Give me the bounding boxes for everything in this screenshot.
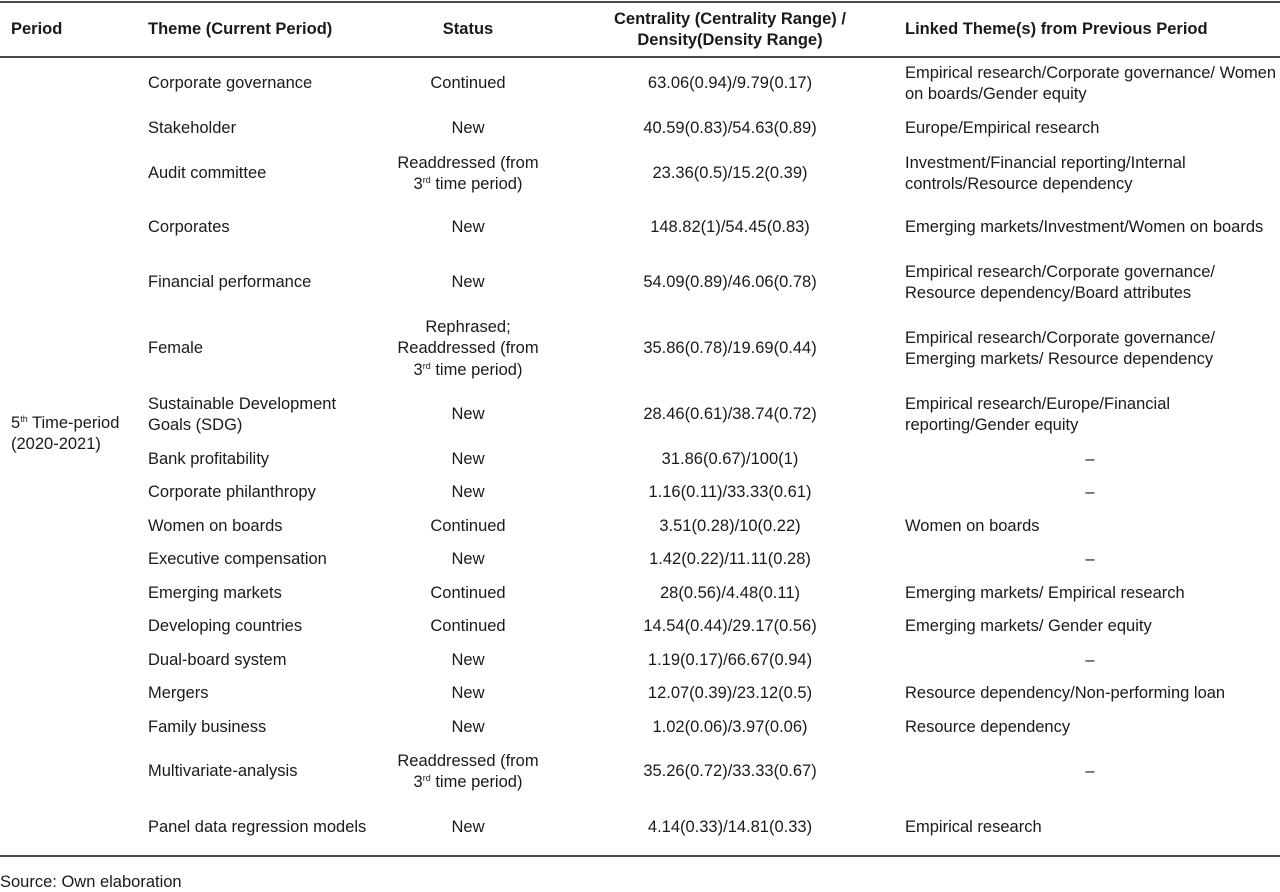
period-ordinal: 5 [11,414,21,432]
linked-themes-cell-text: Empirical research/Corporate governance/ Emerging markets/ Resource dependency [905,328,1215,368]
theme-cell-text: Corporates [148,217,230,236]
centrality-density-cell [570,476,890,510]
linked-themes-cell-text: Europe/Empirical research [905,119,1100,138]
status-cell [388,744,548,800]
centrality-density-cell-text: 23.36(0.5)/15.2(0.39) [652,164,808,183]
linked-themes-cell-text: Empirical research/Corporate governance/ Women on boards/Gender equity [905,63,1277,103]
header-theme-label: Theme (Current Period) [148,20,333,38]
centrality-density-cell [570,200,890,255]
linked-themes-cell-text: Resource dependency [905,717,1071,736]
theme-cell [148,711,378,744]
theme-cell-text: Emerging markets [148,583,282,602]
centrality-density-cell-text: 1.42(0.22)/11.11(0.28) [649,550,811,569]
table-row [0,610,1280,644]
centrality-density-cell [570,677,890,711]
theme-cell-text: Stakeholder [148,119,237,138]
centrality-density-cell-text: 35.26(0.72)/33.33(0.67) [643,762,817,781]
status-cell-text: New [451,717,485,736]
table-row [0,744,1280,800]
centrality-density-cell-text: 4.14(0.33)/14.81(0.33) [647,817,813,836]
linked-themes-cell-text: Emerging markets/Investment/Women on boards [905,217,1264,236]
centrality-density-cell [570,610,890,644]
theme-cell [148,543,378,577]
table-row [0,443,1280,476]
status-cell-text: New [451,817,485,836]
status-cell [388,543,548,577]
linked-themes-cell-text: – [1085,550,1095,569]
centrality-density-cell [570,510,890,543]
table-row [0,387,1280,443]
table-row [0,800,1280,855]
status-ordinal: 3 [413,175,423,193]
status-cell [388,58,548,110]
centrality-density-cell [570,110,890,148]
linked-themes-cell-text: – [1085,449,1095,468]
status-cell-text: New [451,483,485,502]
theme-cell-text: Corporate governance [148,74,313,93]
source-note: Source: Own elaboration [0,873,182,891]
centrality-density-cell-text: 40.59(0.83)/54.63(0.89) [643,119,817,138]
centrality-density-cell [570,255,890,311]
linked-themes-cell [905,476,1275,510]
status-cell [388,644,548,677]
status-cell [388,610,548,644]
centrality-density-cell-text: 14.54(0.44)/29.17(0.56) [643,617,817,636]
status-text-pre: Readdressed (from [397,751,539,770]
theme-cell-text: Dual-board system [148,650,287,669]
status-cell-text: New [451,650,485,669]
centrality-density-cell [570,744,890,800]
theme-cell [148,200,378,255]
linked-themes-cell [905,744,1275,800]
theme-cell [148,387,378,443]
status-cell [388,110,548,148]
centrality-density-cell [570,644,890,677]
centrality-density-cell [570,543,890,577]
status-text-pre: Rephrased; Readdressed (from [397,317,539,358]
table-row [0,543,1280,577]
status-cell [388,311,548,387]
status-text-pre: Readdressed (from [397,153,539,172]
linked-themes-cell-text: Investment/Financial reporting/Internal controls/Resource dependency [905,153,1186,193]
status-cell-text: New [451,405,485,424]
table-row [0,510,1280,543]
theme-cell [148,255,378,311]
linked-themes-cell [905,677,1277,711]
table-row [0,110,1280,148]
theme-cell [148,311,378,387]
theme-cell-text: Corporate philanthropy [148,483,316,502]
status-cell-text: New [451,217,485,236]
theme-cell [148,644,378,677]
linked-themes-cell-text: Empirical research/Corporate governance/ Resource dependency/Board attributes [905,262,1215,302]
theme-cell-text: Multivariate-analysis [148,762,298,781]
status-cell [388,476,548,510]
centrality-density-cell-text: 28(0.56)/4.48(0.11) [659,583,801,602]
theme-cell-text: Sustainable Development Goals (SDG) [148,394,337,434]
status-cell-text: Continued [430,583,506,602]
linked-themes-cell [905,800,1277,855]
table-row [0,711,1280,744]
centrality-density-cell [570,577,890,610]
theme-cell [148,58,378,110]
status-ordinal: 3 [413,773,423,791]
status-cell-text: Continued [430,516,506,535]
theme-cell-text: Executive compensation [148,550,327,569]
table-row [0,311,1280,387]
theme-cell [148,110,378,148]
linked-themes-cell [905,311,1277,387]
theme-cell-text: Female [148,339,204,358]
theme-cell [148,744,378,800]
status-cell [388,443,548,476]
status-cell [388,800,548,855]
linked-themes-cell [905,255,1277,311]
centrality-density-cell-text: 1.02(0.06)/3.97(0.06) [652,717,808,736]
status-cell [388,510,548,543]
header-theme [148,3,388,56]
centrality-density-cell-text: 28.46(0.61)/38.74(0.72) [643,405,817,424]
centrality-density-cell [570,58,890,110]
theme-cell [148,148,378,200]
table-row [0,476,1280,510]
linked-themes-cell-text: – [1085,483,1095,502]
theme-cell-text: Family business [148,717,267,736]
table-bottom-rule [0,855,1280,857]
status-cell-text [388,751,548,794]
status-text-post: time period) [430,360,523,379]
theme-cell [148,677,378,711]
header-status [388,3,548,56]
linked-themes-cell-text: Emerging markets/ Empirical research [905,583,1185,602]
status-ordinal-suffix: rd [422,773,431,783]
centrality-density-cell-text: 3.51(0.28)/10(0.22) [659,516,801,535]
theme-cell [148,476,378,510]
theme-cell-text: Mergers [148,684,209,703]
status-ordinal-suffix: rd [422,360,431,371]
centrality-density-cell-text: 35.86(0.78)/19.69(0.44) [643,339,817,358]
linked-themes-cell-text: Resource dependency/Non-performing loan [905,684,1226,703]
centrality-density-cell [570,800,890,855]
theme-cell [148,800,378,855]
linked-themes-cell-text: Empirical research/Europe/Financial reporting/Gender equity [905,394,1171,434]
header-centrality-density [570,3,890,56]
table-row [0,58,1280,110]
linked-themes-cell [905,644,1275,677]
theme-cell-text: Bank profitability [148,449,270,468]
centrality-density-cell [570,311,890,387]
table-row [0,200,1280,255]
header-linked-label: Linked Theme(s) from Previous Period [905,20,1208,38]
linked-themes-cell [905,387,1277,443]
status-cell-text [388,317,548,382]
status-cell [388,255,548,311]
theme-cell-text: Women on boards [148,516,283,535]
theme-cell-text: Financial performance [148,273,312,292]
linked-themes-cell [905,510,1277,543]
header-centrality-label [614,9,846,51]
centrality-density-cell-text: 54.09(0.89)/46.06(0.78) [643,273,817,292]
linked-themes-cell-text: Empirical research [905,817,1042,836]
status-cell-text: Continued [430,617,506,636]
centrality-density-cell [570,148,890,200]
status-text-post: time period) [430,773,523,791]
status-cell [388,677,548,711]
centrality-density-cell-text: 148.82(1)/54.45(0.83) [650,217,810,236]
centrality-density-cell [570,711,890,744]
header-period-label: Period [11,20,63,38]
header-centrality-line1: Centrality (Centrality Range) / [614,9,846,28]
status-cell [388,148,548,200]
status-cell-text [388,153,548,196]
status-cell-text: New [451,449,485,468]
centrality-density-cell-text: 1.16(0.11)/33.33(0.61) [648,483,812,502]
theme-cell-text: Developing countries [148,617,303,636]
status-cell-text: New [451,119,485,138]
linked-themes-cell [905,58,1277,110]
status-cell-text: New [451,550,485,569]
status-cell-text: Continued [430,74,506,93]
table-row [0,577,1280,610]
table-row [0,148,1280,200]
status-cell-text: New [451,273,485,292]
centrality-density-cell [570,387,890,443]
period-label: Time-period (2020-2021) [11,414,120,453]
table-row [0,677,1280,711]
centrality-density-cell-text: 12.07(0.39)/23.12(0.5) [647,684,813,703]
status-cell [388,711,548,744]
linked-themes-cell [905,577,1277,610]
table-row [0,255,1280,311]
status-text-post: time period) [430,175,523,193]
status-cell-text: New [451,684,485,703]
linked-themes-cell [905,148,1277,200]
linked-themes-cell [905,110,1277,148]
status-ordinal-suffix: rd [422,175,431,185]
linked-themes-cell [905,200,1277,255]
linked-themes-cell [905,711,1277,744]
linked-themes-cell-text: – [1085,650,1095,669]
theme-cell [148,610,378,644]
theme-cell [148,510,378,543]
linked-themes-cell [905,610,1277,644]
status-cell [388,387,548,443]
header-period [11,3,131,56]
status-cell [388,200,548,255]
linked-themes-cell-text: Emerging markets/ Gender equity [905,617,1152,636]
linked-themes-cell-text: Women on boards [905,516,1040,535]
centrality-density-cell-text: 63.06(0.94)/9.79(0.17) [647,74,813,93]
period-ordinal-suffix: th [20,414,28,424]
table-row [0,644,1280,677]
header-centrality-line2: Density(Density Range) [637,30,823,49]
status-ordinal: 3 [413,360,423,379]
centrality-density-cell [570,443,890,476]
theme-cell-text: Panel data regression models [148,817,367,836]
theme-cell-text: Audit committee [148,164,267,183]
linked-themes-cell [905,443,1275,476]
centrality-density-cell-text: 31.86(0.67)/100(1) [661,449,799,468]
status-cell [388,577,548,610]
linked-themes-cell-text: – [1085,762,1095,781]
centrality-density-cell-text: 1.19(0.17)/66.67(0.94) [647,650,813,669]
theme-cell [148,443,378,476]
header-linked-themes [905,3,1275,56]
theme-cell [148,577,378,610]
linked-themes-cell [905,543,1275,577]
header-status-label: Status [442,20,494,38]
